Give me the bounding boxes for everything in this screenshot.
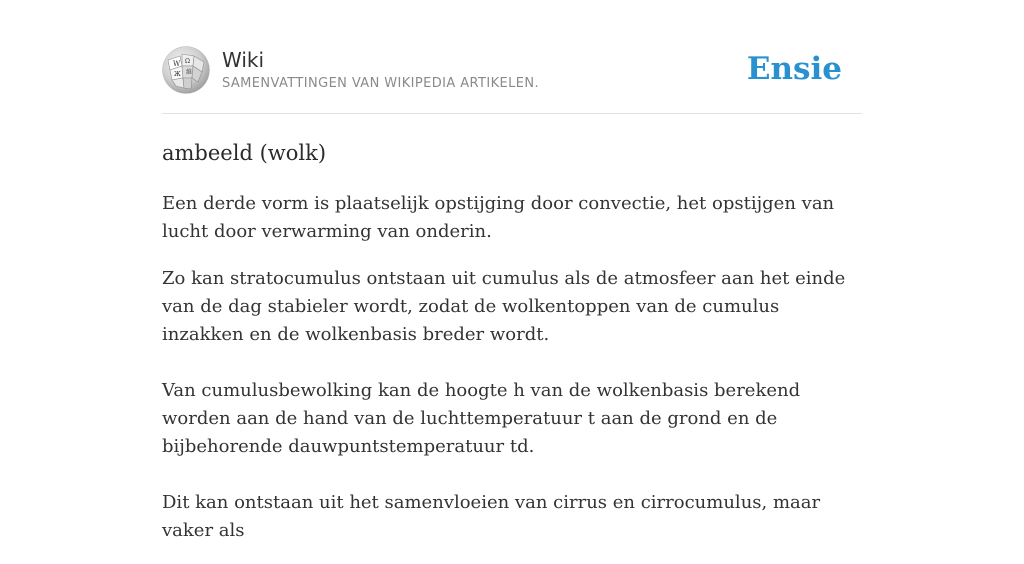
article-paragraph: Van cumulusbewolking kan de hoogte h van de wolkenbasis berekend worden aan de hand van de luchttemperatuur t aan de grond en de bijbehorende dauwpuntstemperatuur td. (162, 380, 801, 457)
svg-text:Ω: Ω (185, 58, 190, 65)
site-header (162, 46, 862, 112)
svg-text:維: 維 (186, 69, 193, 76)
wikipedia-globe-icon[interactable] (162, 46, 210, 94)
article-body (162, 190, 862, 564)
svg-text:Ж: Ж (174, 71, 181, 78)
site-name[interactable]: Wiki (222, 48, 265, 72)
site-tagline: SAMENVATTINGEN VAN WIKIPEDIA ARTIKELEN. (222, 76, 540, 91)
article-paragraph: Zo kan stratocumulus ontstaan uit cumulus als de atmosfeer aan het einde van de dag stabieler wordt, zodat de wolkentoppen van de cumulus inzakken en de wolkenbasis breder wordt. (162, 268, 846, 345)
header-divider (162, 113, 862, 114)
ensie-logo-link[interactable]: Ensie (746, 51, 842, 87)
article-title: ambeeld (wolk) (162, 141, 327, 165)
article-paragraph: Dit kan ontstaan uit het samenvloeien van cirrus en cirrocumulus, maar vaker als (162, 492, 821, 541)
svg-text:W: W (173, 60, 181, 68)
article-paragraph: Een derde vorm is plaatselijk opstijging door convectie, het opstijgen van lucht door verwarming van onderin. (162, 193, 835, 242)
